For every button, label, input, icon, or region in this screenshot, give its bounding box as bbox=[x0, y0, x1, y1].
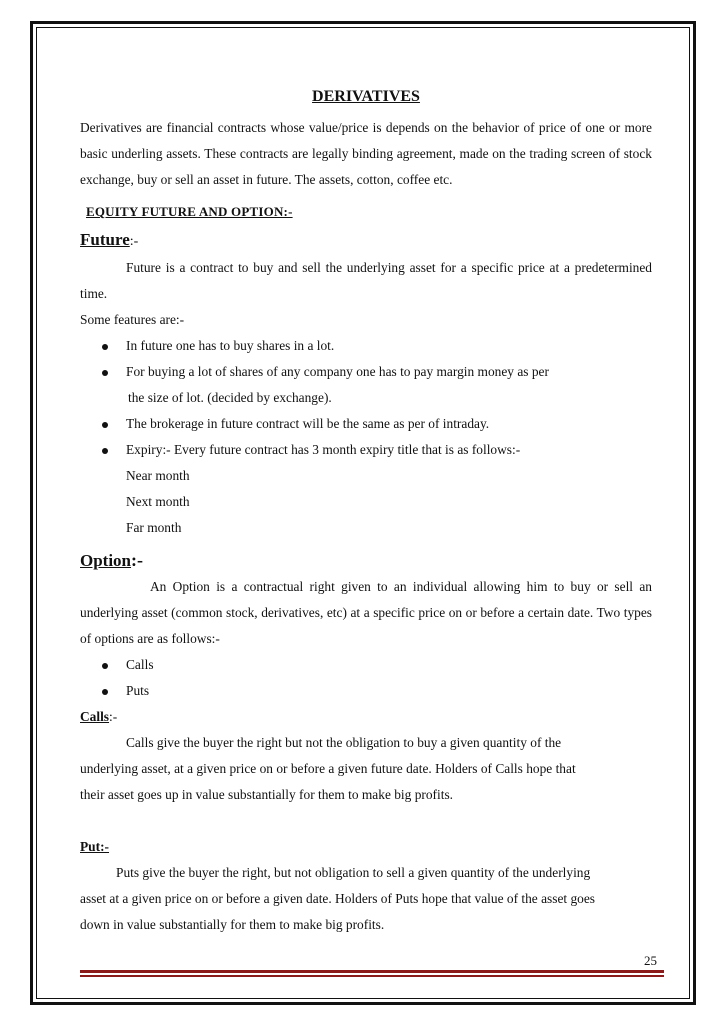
calls-heading-text: Calls bbox=[80, 709, 110, 724]
calls-line-2: underlying asset, at a given price on or before a given future date. Holders of Calls hope that bbox=[80, 761, 576, 776]
footer-rule-thick bbox=[80, 970, 664, 973]
intro-paragraph: Derivatives are financial contracts whose value/price is depends on the behavior of price of one or more basic underling assets. These contracts are legally binding agreement, made on the trading screen of stock exchange, buy or sell an asset in future. The assets, cotton, coffee etc. bbox=[80, 120, 652, 187]
bullet-icon bbox=[102, 370, 108, 376]
bullet-icon bbox=[102, 663, 108, 669]
list-item-text: In future one has to buy shares in a lot. bbox=[126, 338, 335, 353]
put-heading bbox=[80, 834, 652, 860]
list-item-text: Puts bbox=[126, 683, 150, 698]
future-heading bbox=[80, 227, 652, 255]
list-item bbox=[80, 678, 652, 704]
future-definition: Future is a contract to buy and sell the underlying asset for a specific price at a predetermined time. bbox=[80, 260, 652, 301]
expiry-month-near: Near month bbox=[126, 468, 190, 483]
option-heading-suffix: :- bbox=[131, 550, 144, 570]
list-item-continuation bbox=[80, 385, 652, 411]
page-title: DERIVATIVES bbox=[312, 88, 420, 105]
list-item bbox=[80, 411, 652, 437]
list-item-text: Calls bbox=[126, 657, 154, 672]
calls-line-1: Calls give the buyer the right but not the obligation to buy a given quantity of the bbox=[126, 735, 562, 750]
expiry-month-far: Far month bbox=[126, 520, 182, 535]
future-heading-suffix: :- bbox=[129, 234, 139, 249]
list-item-text: the size of lot. (decided by exchange). bbox=[128, 390, 332, 405]
list-item-text: For buying a lot of shares of any company one has to pay margin money as per bbox=[126, 364, 549, 379]
bullet-icon bbox=[102, 448, 108, 454]
put-line-3: down in value substantially for them to make big profits. bbox=[80, 917, 385, 932]
put-heading-text: Put:- bbox=[80, 839, 110, 854]
section-heading: EQUITY FUTURE AND OPTION:- bbox=[86, 204, 293, 219]
option-types-list bbox=[80, 652, 652, 704]
list-item bbox=[80, 437, 652, 463]
features-intro: Some features are:- bbox=[80, 312, 185, 327]
option-definition: An Option is a contractual right given to an individual allowing him to buy or sell an underlying asset (common stock, derivatives, etc) at a specific price on or before a certain date. Two types of options are as follows:- bbox=[80, 579, 652, 646]
option-heading bbox=[80, 547, 652, 574]
document-body bbox=[80, 84, 652, 938]
calls-heading-suffix: :- bbox=[109, 709, 118, 724]
list-item bbox=[80, 333, 652, 359]
expiry-month-next: Next month bbox=[126, 494, 190, 509]
option-heading-text: Option bbox=[80, 551, 132, 570]
calls-line-3: their asset goes up in value substantially for them to make big profits. bbox=[80, 787, 454, 802]
calls-heading bbox=[80, 704, 652, 730]
footer-rule-thin bbox=[80, 975, 664, 977]
put-line-1: Puts give the buyer the right, but not obligation to sell a given quantity of the underlying bbox=[116, 865, 591, 880]
future-heading-text: Future bbox=[80, 230, 130, 249]
list-item bbox=[80, 359, 652, 385]
bullet-icon bbox=[102, 689, 108, 695]
list-item-text: Expiry:- Every future contract has 3 month expiry title that is as follows:- bbox=[126, 442, 521, 457]
bullet-icon bbox=[102, 344, 108, 350]
future-features-list bbox=[80, 333, 652, 463]
bullet-icon bbox=[102, 422, 108, 428]
put-line-2: asset at a given price on or before a given date. Holders of Puts hope that value of the asset goes bbox=[80, 891, 596, 906]
list-item-text: The brokerage in future contract will be the same as per of intraday. bbox=[126, 416, 490, 431]
list-item bbox=[80, 652, 652, 678]
page-number: 25 bbox=[644, 953, 657, 968]
